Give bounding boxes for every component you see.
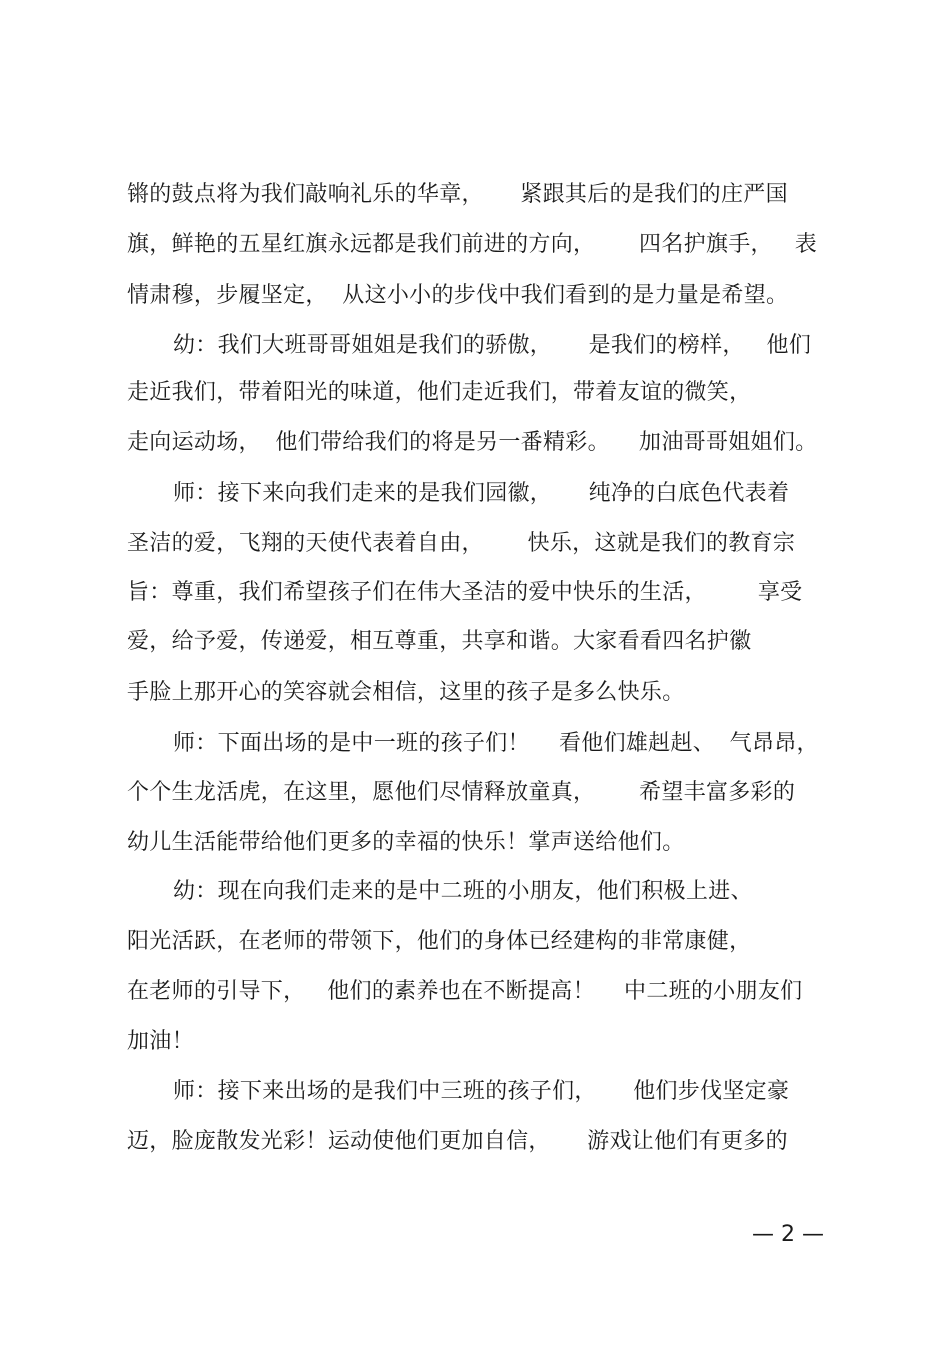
text-line: 幼：现在向我们走来的是中二班的小朋友，他们积极上进、 (173, 879, 753, 904)
text-line: 师：接下来出场的是我们中三班的孩子们， 他们步伐坚定豪 (173, 1079, 790, 1104)
text-line: 爱，给予爱，传递爱，相互尊重，共享和谐。大家看看四名护徽 (127, 629, 752, 654)
text-line: 走向运动场， 他们带给我们的将是另一番精彩。 加油哥哥姐姐们。 (127, 430, 818, 455)
text-line: 师：下面出场的是中一班的孩子们！ 看他们雄赳赳、 气昂昂， (173, 731, 819, 756)
text-line: 情肃穆，步履坚定， 从这小小的步伐中我们看到的是力量是希望。 (127, 283, 789, 308)
text-line: 迈，脸庞散发光彩！运动使他们更加自信， 游戏让他们有更多的 (127, 1129, 788, 1154)
text-line: 在老师的引导下， 他们的素养也在不断提高！ 中二班的小朋友们 (127, 979, 803, 1004)
text-line: 圣洁的爱，飞翔的天使代表着自由， 快乐，这就是我们的教育宗 (127, 531, 796, 556)
text-line: 锵的鼓点将为我们敲响礼乐的华章， 紧跟其后的是我们的庄严国 (127, 182, 788, 207)
text-line: 走近我们，带着阳光的味道，他们走近我们，带着友谊的微笑， (127, 380, 752, 405)
page-number: — 2 — (752, 1222, 824, 1247)
text-line: 旗，鲜艳的五星红旗永远都是我们前进的方向， 四名护旗手， 表 (127, 232, 818, 257)
text-line: 幼：我们大班哥哥姐姐是我们的骄傲， 是我们的榜样， 他们 (173, 333, 812, 358)
text-line: 阳光活跃，在老师的带领下，他们的身体已经建构的非常康健， (127, 929, 752, 954)
text-line: 手脸上那开心的笑容就会相信，这里的孩子是多么快乐。 (127, 680, 685, 705)
text-line: 旨：尊重，我们希望孩子们在伟大圣洁的爱中快乐的生活， 享受 (127, 580, 803, 605)
text-line: 加油！ (127, 1029, 194, 1054)
text-line: 个个生龙活虎，在这里，愿他们尽情释放童真， 希望丰富多彩的 (127, 780, 796, 805)
text-line: 师：接下来向我们走来的是我们园徽， 纯净的白底色代表着 (173, 481, 790, 506)
text-line: 幼儿生活能带给他们更多的幸福的快乐！掌声送给他们。 (127, 830, 685, 855)
